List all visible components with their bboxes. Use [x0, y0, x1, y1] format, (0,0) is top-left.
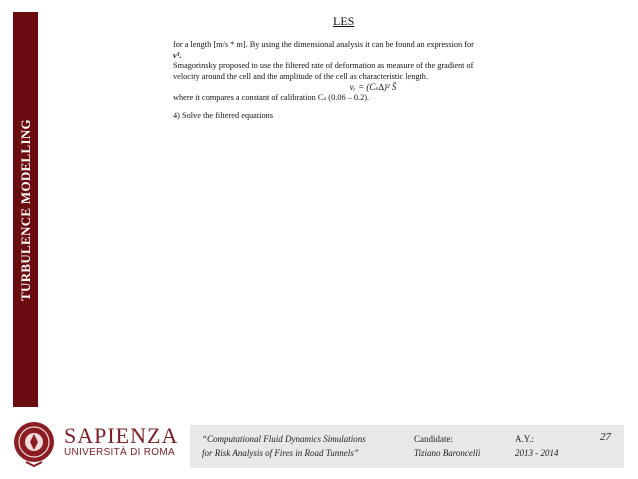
body-line-2: νᵀ. — [173, 50, 182, 60]
academic-year-label: A.Y.: — [515, 434, 534, 444]
body-line-5: where it compares a constant of calibration Cₛ (0.06 – 0.2). — [173, 92, 370, 102]
academic-year-value: 2013 - 2014 — [515, 448, 559, 458]
thesis-title-line-1: “Computational Fluid Dynamics Simulations — [202, 434, 366, 444]
body-line-3: Smagorinsky proposed to use the filtered rate of deformation as measure of the gradient of — [173, 61, 474, 70]
candidate-label: Candidate: — [414, 434, 453, 444]
page-number: 27 — [600, 431, 611, 443]
brand-subtitle: UNIVERSITÀ DI ROMA — [64, 447, 175, 458]
sidebar-band — [13, 12, 38, 407]
brand-name: SAPIENZA — [64, 423, 179, 448]
candidate-name: Tiziano Baroncelli — [414, 448, 481, 458]
university-seal-icon — [12, 418, 56, 468]
body-line-1: for a length [m/s * m]. By using the dimensional analysis it can be found an expression for — [173, 40, 474, 49]
university-logo — [64, 425, 178, 458]
body-line-6: 4) Solve the filtered equations — [173, 111, 273, 120]
thesis-title-line-2: for Risk Analysis of Fires in Road Tunnels” — [202, 448, 359, 458]
formula: νᵣ = (Cₛ∆)² S̄ — [349, 82, 397, 92]
slide-body — [173, 40, 573, 122]
slide-title: LES — [333, 14, 355, 28]
footer-bar — [190, 425, 624, 468]
body-line-4: velocity around the cell and the amplitude of the cell as characteristic length. — [173, 71, 429, 81]
section-label: TURBULENCE MODELLING — [17, 118, 33, 301]
